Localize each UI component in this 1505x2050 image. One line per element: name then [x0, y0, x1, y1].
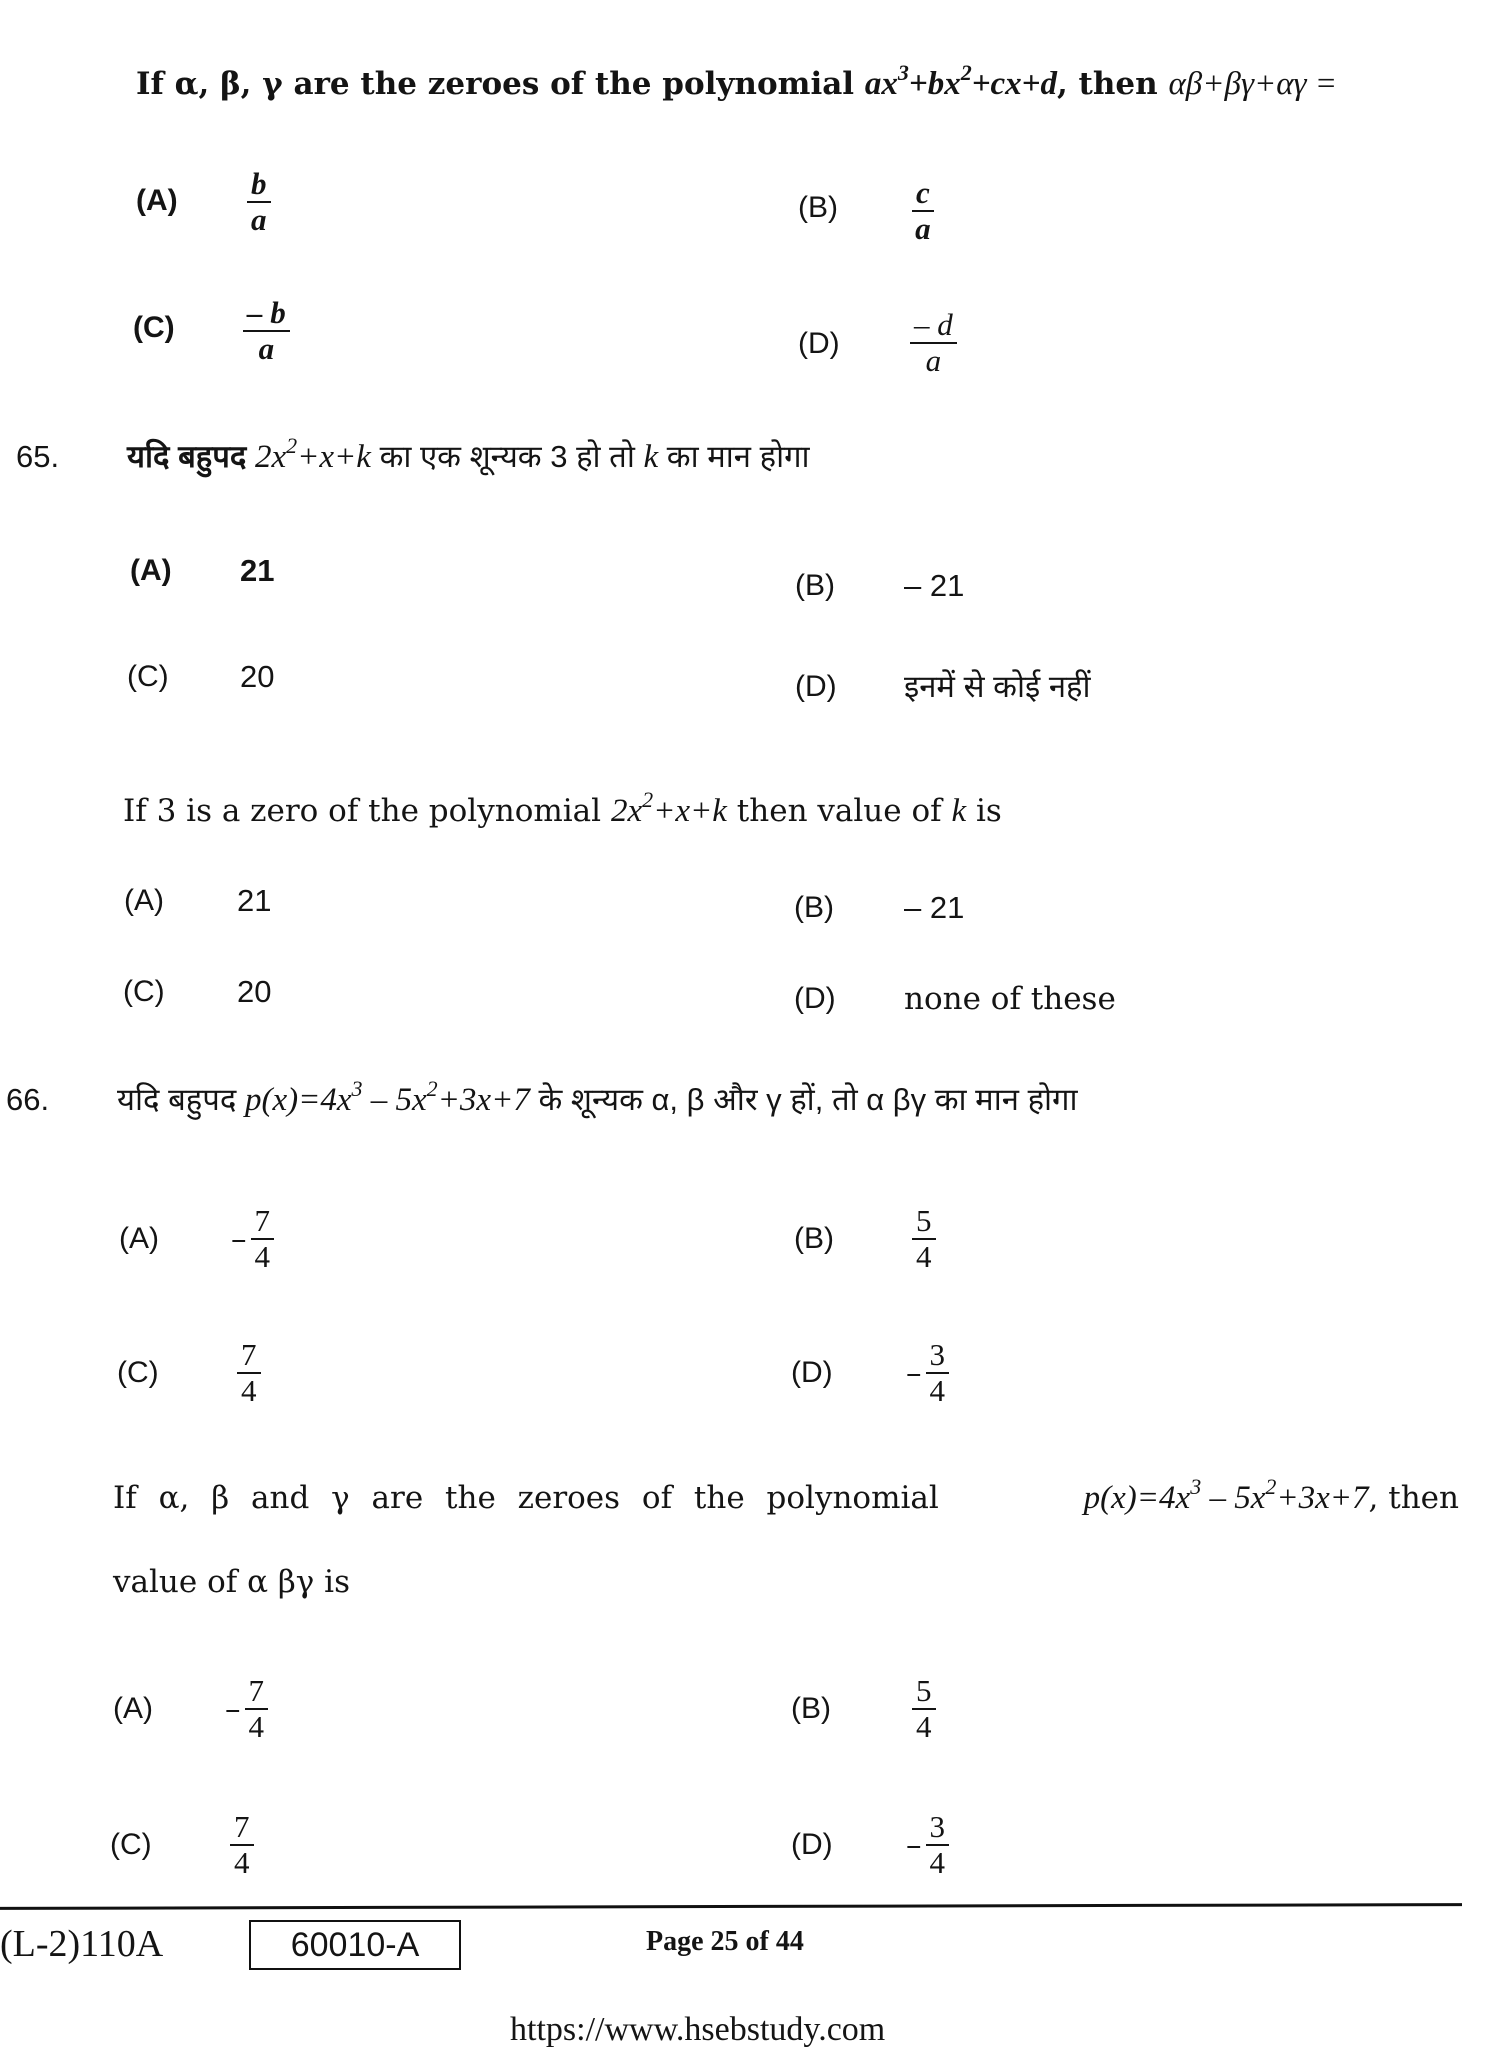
footer-divider [0, 1903, 1462, 1910]
option-label: (B) [795, 569, 835, 602]
option-value: none of these [904, 981, 1116, 1017]
booklet-code-box: 60010-A [249, 1920, 461, 1970]
question-number: 66. [6, 1082, 50, 1117]
option-b: (B) $\frac{5}{4}$ [791, 1674, 936, 1744]
question-64-english: If α, β, γ are the zeroes of the polynomial $ax^3+bx^2+cx+d$, then αβ+βγ+αγ = [136, 60, 1338, 102]
question-65-hindi: यदि बहुपद $2x^2+x+k$ का एक शून्यक 3 हो तो k का मान होगा [127, 433, 810, 475]
option-label: (A) [130, 554, 172, 587]
option-value: 20 [240, 659, 275, 694]
option-value: 21 [240, 553, 275, 588]
option-d: (D) – $\frac{3}{4}$ [791, 1810, 949, 1880]
paper-code: (L-2)110A [0, 1923, 164, 1965]
option-value: – 21 [904, 568, 965, 603]
option-c: (C) $\frac{7}{4}$ [110, 1810, 254, 1880]
option-label: (B) [794, 891, 834, 924]
option-label: (C) [123, 975, 165, 1008]
question-65-english: If 3 is a zero of the polynomial $2x^2+x+k$ then value of k is [123, 787, 1002, 829]
option-b: (B) $\frac{5}{4}$ [794, 1204, 936, 1274]
option-c: (C) $\frac{7}{4}$ [117, 1338, 261, 1408]
polynomial: $ax^3+bx^2+cx+d$ [864, 60, 1057, 102]
option-label: (A) [124, 884, 164, 917]
option-value: 20 [237, 974, 272, 1009]
option-c-fraction: $\frac{- b}{a}$ [243, 296, 290, 366]
option-d-fraction: $\frac{- d}{a}$ [910, 308, 957, 378]
option-a-fraction: $\frac{b}{a}$ [247, 167, 271, 237]
question-text: If α, β, γ are the zeroes of the polynomial [136, 66, 855, 102]
option-label: (D) [795, 670, 837, 703]
option-label: (A) [136, 184, 178, 217]
question-66-english-line1: If α, β and γ are the zeroes of the polynomial $p(x)=4x^3 - 5x^2+3x+7$, then [113, 1474, 1459, 1516]
option-value: 21 [237, 883, 272, 918]
question-66-hindi: यदि बहुपद $p(x)=4x^3 - 5x^2+3x+7$ के शून्यक α, β और γ हों, तो α βγ का मान होगा [117, 1076, 1078, 1118]
option-label: (C) [133, 311, 175, 344]
option-d: (D) – $\frac{3}{4}$ [791, 1338, 949, 1408]
option-label: (D) [794, 982, 836, 1015]
option-label: (B) [798, 191, 838, 224]
option-a: (A) – $\frac{7}{4}$ [113, 1674, 268, 1744]
option-b-fraction: $\frac{c}{a}$ [912, 176, 934, 246]
watermark-url[interactable]: https://www.hsebstudy.com [510, 2011, 886, 2048]
option-value: इनमें से कोई नहीं [904, 669, 1091, 704]
question-number: 65. [16, 439, 60, 474]
option-label: (D) [798, 327, 840, 360]
expression: αβ+βγ+αγ = [1168, 66, 1338, 102]
option-a: (A) – $\frac{7}{4}$ [119, 1204, 274, 1274]
question-66-english-line2: value of α βγ is [113, 1564, 350, 1600]
option-label: (C) [127, 660, 169, 693]
option-value: – 21 [904, 890, 965, 925]
page-number: Page 25 of 44 [646, 1926, 804, 1957]
